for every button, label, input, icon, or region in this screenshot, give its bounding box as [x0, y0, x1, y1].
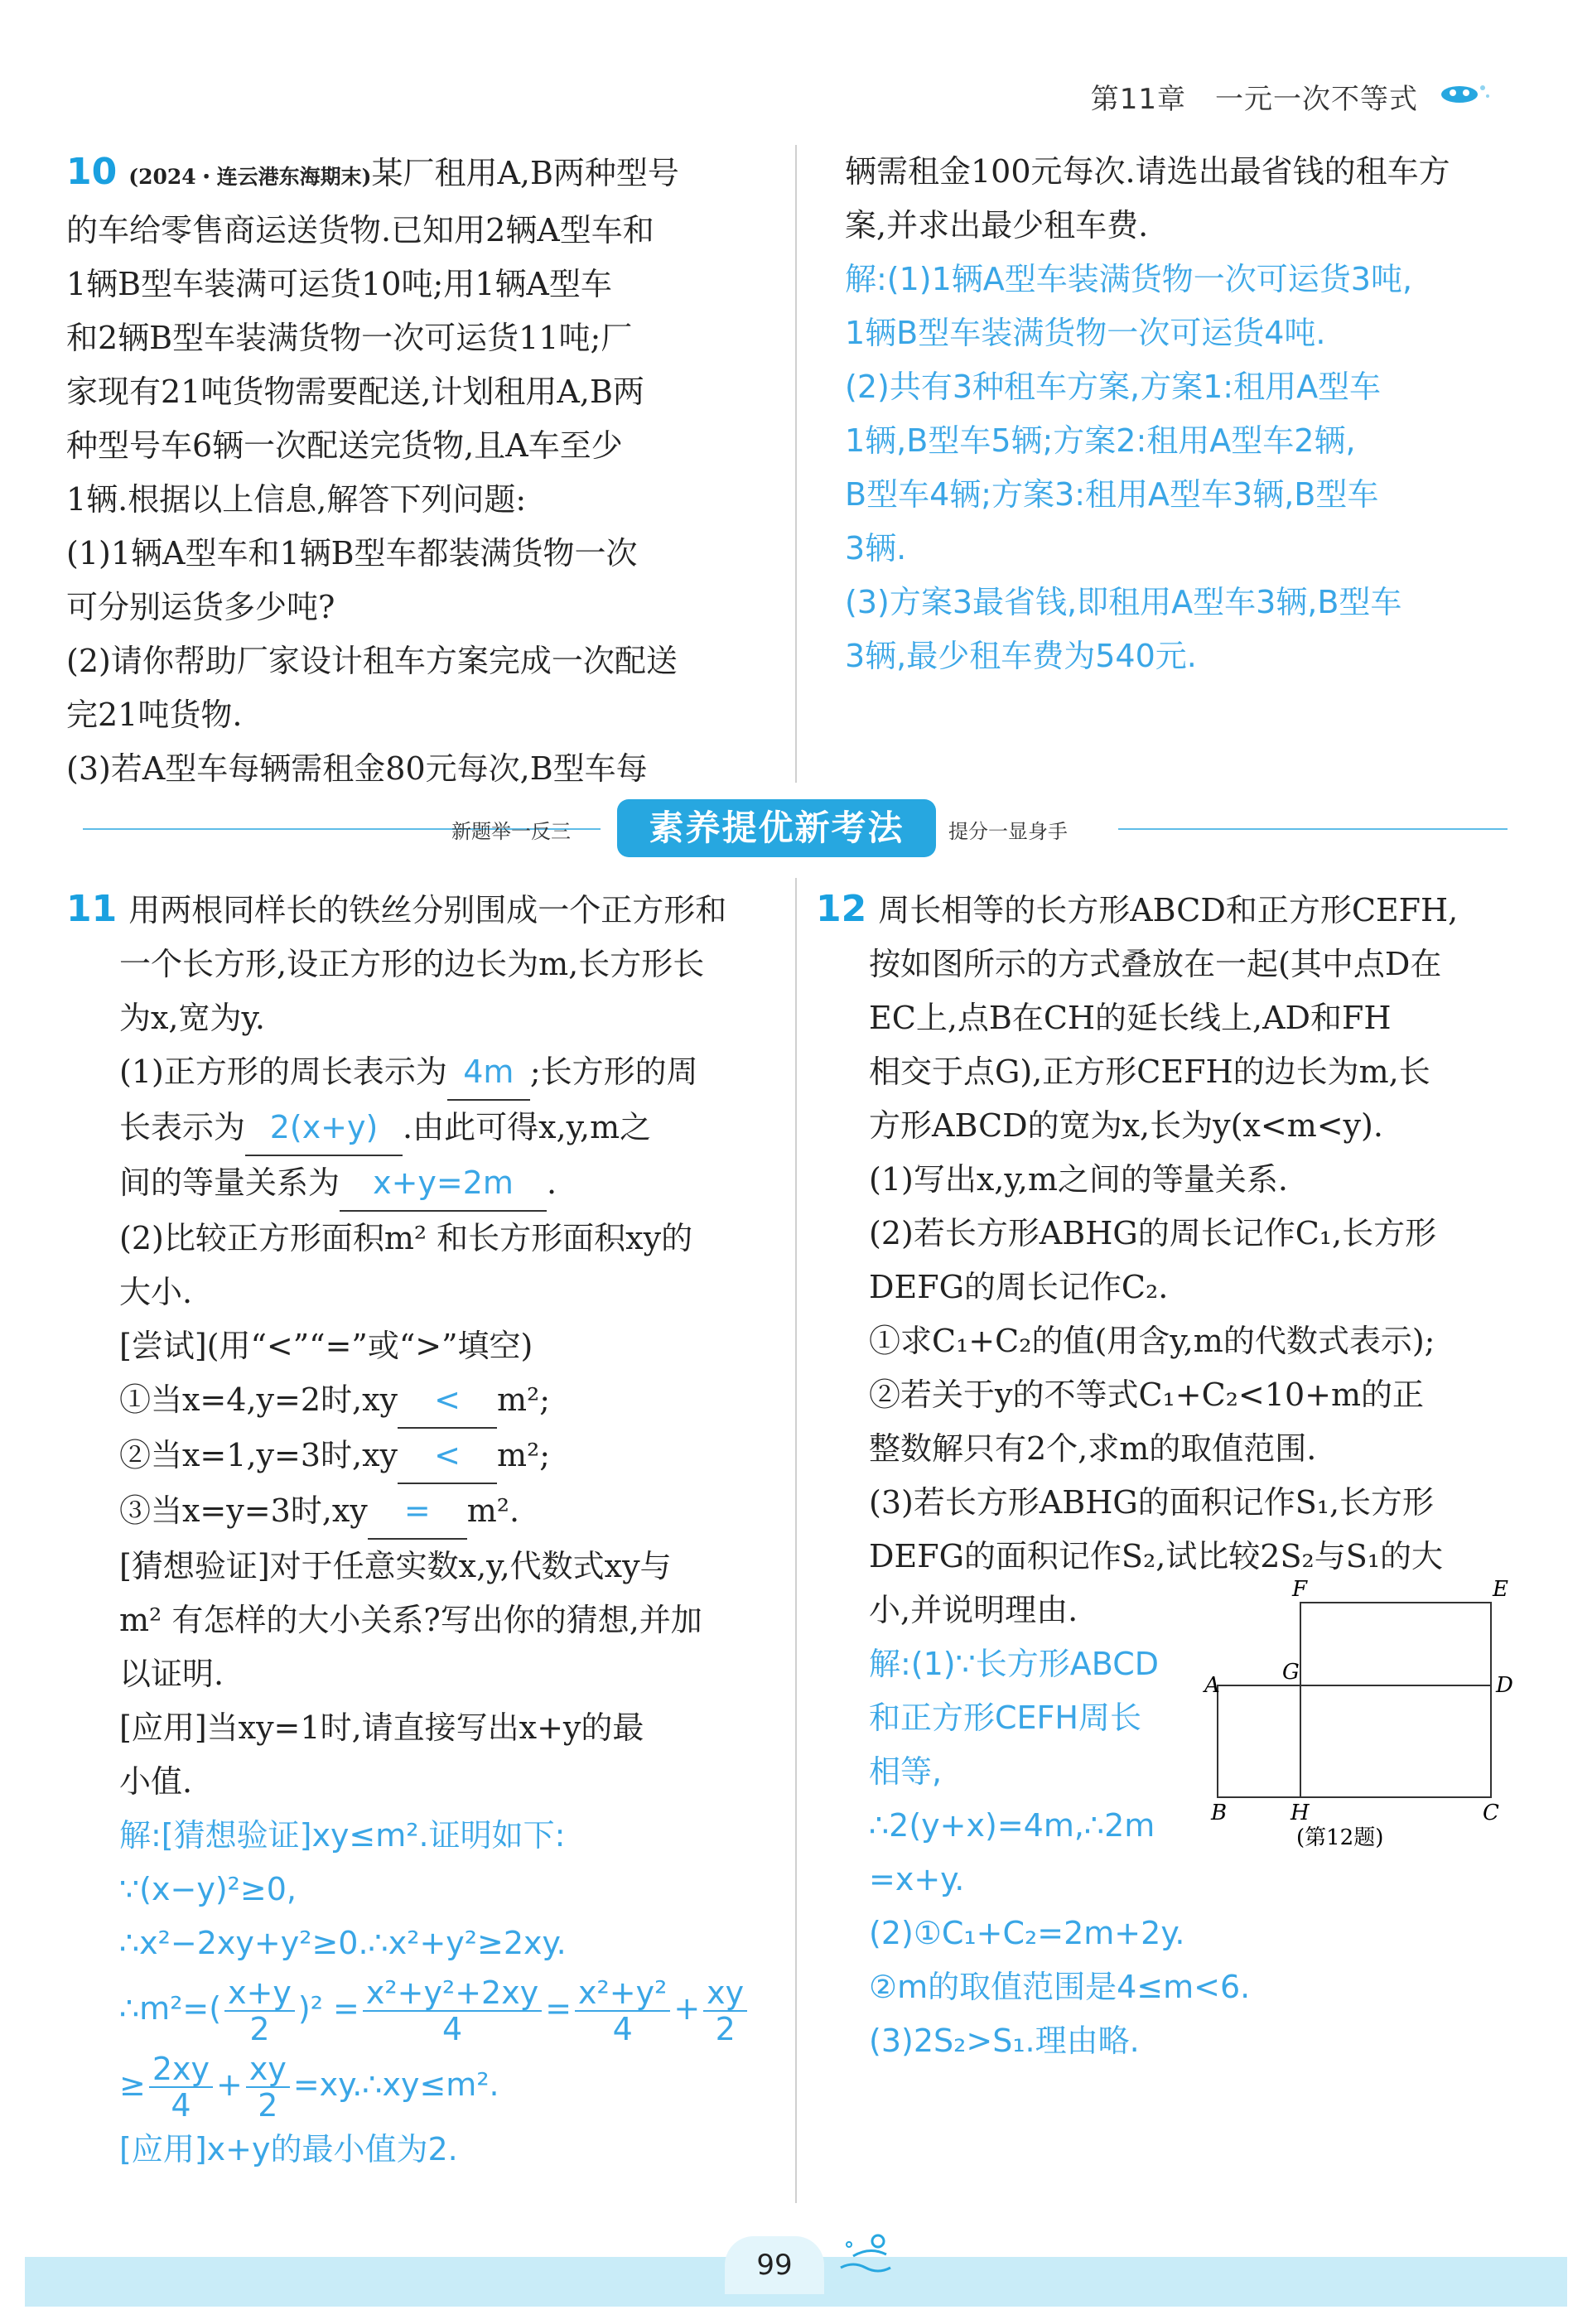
- answer-line: 相等,: [869, 1753, 943, 1790]
- denominator: 4: [441, 2010, 463, 2047]
- answer-line: B型车4辆;方案3:租用A型车3辆,B型车: [845, 476, 1379, 513]
- text-line: ①求C₁+C₂的值(用含y,m的代数式表示);: [869, 1323, 1435, 1359]
- answer-formula-line-2: [66, 2047, 779, 2123]
- answer-line: (3)2S₂>S₁.理由略.: [869, 2023, 1140, 2059]
- text-segment: .: [547, 1164, 557, 1201]
- answer-line: 解:[猜想验证]xy≤m².证明如下:: [119, 1817, 566, 1854]
- page-number: 99: [725, 2236, 824, 2294]
- answer-line: 1辆,B型车5辆;方案2:租用A型车2辆,: [845, 422, 1356, 459]
- text-line: 的车给零售商运送货物.已知用2辆A型车和: [66, 212, 654, 248]
- answer-line: ∵(x−y)²≥0,: [119, 1871, 297, 1907]
- text-line: (3)若长方形ABHG的面积记作S₁,长方形: [869, 1484, 1435, 1521]
- text-segment: ∴m²=(: [119, 1990, 222, 2027]
- answer-line: ∴2(y+x)=4m,∴2m: [869, 1807, 1155, 1844]
- text-line: DEFG的面积记作S₂,试比较2S₂与S₁的大: [869, 1538, 1443, 1574]
- text-line: 某厂租用A,B两种型号: [371, 155, 679, 191]
- chapter-title: 第11章 一元一次不等式: [1090, 83, 1418, 116]
- text-segment: =: [545, 1990, 572, 2027]
- text-line: 以证明.: [119, 1656, 224, 1692]
- figure-caption: (第12题): [1296, 1825, 1384, 1850]
- fraction: [149, 2052, 213, 2123]
- answer-blank: <: [398, 1373, 497, 1429]
- swimmer-icon: [837, 2228, 903, 2278]
- geometry-figure: [1204, 1577, 1516, 1850]
- text-line: 小值.: [119, 1763, 193, 1800]
- denominator: 2: [258, 2086, 278, 2124]
- header-logo-icon: [1435, 76, 1493, 109]
- text-line: 辆需租金100元每次.请选出最省钱的租车方: [845, 153, 1450, 190]
- text-line: (3)若A型车每辆需租金80元每次,B型车每: [66, 750, 648, 787]
- denominator: 2: [715, 2010, 736, 2047]
- text-segment: ①当x=4,y=2时,xy: [119, 1381, 398, 1418]
- answer-blank: <: [398, 1429, 497, 1484]
- answer-line: (2)①C₁+C₂=2m+2y.: [869, 1915, 1185, 1951]
- label-F: F: [1292, 1577, 1308, 1602]
- question-11: [66, 882, 779, 2177]
- text-line: 1辆.根据以上信息,解答下列问题:: [66, 481, 527, 518]
- text-line: (1)1辆A型车和1辆B型车都装满货物一次: [66, 535, 638, 571]
- label-E: E: [1493, 1577, 1508, 1602]
- question-12: [816, 882, 1528, 2068]
- label-H: H: [1290, 1801, 1310, 1825]
- denominator: 2: [249, 2010, 270, 2047]
- answer-blank: 4m: [447, 1045, 530, 1101]
- text-line: m² 有怎样的大小关系?写出你的猜想,并加: [119, 1602, 702, 1638]
- text-line: 相交于点G),正方形CEFH的边长为m,长: [869, 1054, 1430, 1090]
- text-segment: )² =: [297, 1990, 359, 2027]
- text-segment: +: [673, 1990, 701, 2027]
- question-number: 10: [66, 151, 118, 193]
- label-G: G: [1282, 1660, 1300, 1685]
- question-number: 12: [816, 888, 867, 930]
- text-segment: 间的等量关系为: [119, 1164, 340, 1201]
- text-line: (1)写出x,y,m之间的等量关系.: [869, 1161, 1288, 1198]
- text-segment: ③当x=y=3时,xy: [119, 1492, 368, 1529]
- label-C: C: [1483, 1801, 1499, 1825]
- text-line: 案,并求出最少租车费.: [845, 207, 1149, 243]
- text-line: 一个长方形,设正方形的边长为m,长方形长: [119, 946, 705, 982]
- numerator: x+y: [224, 1975, 295, 2012]
- answer-line: 1辆B型车装满货物一次可运货4吨.: [845, 315, 1326, 351]
- fraction: [575, 1975, 670, 2047]
- text-line: 大小.: [119, 1274, 193, 1310]
- label-A: A: [1204, 1673, 1220, 1698]
- answer-line: 3辆.: [845, 530, 907, 567]
- text-line: ②若关于y的不等式C₁+C₂<10+m的正: [869, 1377, 1424, 1413]
- section-banner: 素养提优新考法: [617, 799, 936, 857]
- text-line: (2)若长方形ABHG的周长记作C₁,长方形: [869, 1215, 1437, 1251]
- question-number: 11: [66, 888, 118, 930]
- answer-line: =x+y.: [869, 1861, 965, 1897]
- numerator: x²+y²: [575, 1975, 670, 2012]
- numerator: 2xy: [149, 2052, 213, 2088]
- text-line: 小,并说明理由.: [869, 1592, 1078, 1628]
- text-line: 为x,宽为y.: [119, 1000, 266, 1036]
- try-label: [尝试](用“<”“=”或“>”填空): [119, 1328, 533, 1364]
- column-divider-top: [795, 145, 797, 783]
- text-segment: ;长方形的周: [529, 1054, 698, 1090]
- numerator: x²+y²+2xy: [363, 1975, 542, 2012]
- text-line: EC上,点B在CH的延长线上,AD和FH: [869, 1000, 1392, 1036]
- text-line: [应用]当xy=1时,请直接写出x+y的最: [119, 1709, 644, 1746]
- answer-line: ②m的取值范围是4≤m<6.: [869, 1969, 1251, 2005]
- text-line: (2)比较正方形面积m² 和长方形面积xy的: [119, 1220, 693, 1256]
- text-segment: =xy.∴xy≤m².: [292, 2066, 499, 2103]
- fraction: [246, 2052, 290, 2123]
- text-line: 和2辆B型车装满货物一次可运货11吨;厂: [66, 320, 633, 356]
- text-segment: ②当x=1,y=3时,xy: [119, 1437, 398, 1473]
- answer-line: 3辆,最少租车费为540元.: [845, 638, 1197, 674]
- text-segment: m².: [466, 1492, 520, 1529]
- text-line: 方形ABCD的宽为x,长为y(x<m<y).: [869, 1107, 1383, 1144]
- denominator: 4: [612, 2010, 633, 2047]
- numerator: xy: [246, 2052, 290, 2088]
- column-divider-bottom: [795, 878, 797, 2203]
- numerator: xy: [703, 1975, 747, 2012]
- text-segment: m²;: [497, 1381, 551, 1418]
- text-line: 1辆B型车装满可运货10吨;用1辆A型车: [66, 266, 612, 302]
- text-line: [猜想验证]对于任意实数x,y,代数式xy与: [119, 1548, 672, 1584]
- banner-right-tag: 提分一显身手: [948, 820, 1068, 843]
- denominator: 4: [171, 2086, 191, 2124]
- text-segment: m²;: [497, 1437, 551, 1473]
- text-line: 可分别运货多少吨?: [66, 589, 335, 625]
- text-line: 按如图所示的方式叠放在一起(其中点D在: [869, 946, 1442, 982]
- text-line: (2)请你帮助厂家设计租车方案完成一次配送: [66, 643, 678, 679]
- text-segment: (1)正方形的周长表示为: [119, 1054, 447, 1090]
- answer-line: (3)方案3最省钱,即租用A型车3辆,B型车: [845, 584, 1402, 620]
- answer-line: 和正方形CEFH周长: [869, 1700, 1141, 1736]
- text-line: 用两根同样长的铁丝分别围成一个正方形和: [128, 892, 727, 928]
- fraction: [703, 1975, 747, 2047]
- label-B: B: [1211, 1801, 1228, 1825]
- question-10-continued: [845, 145, 1524, 683]
- question-source: (2024・连云港东海期末): [128, 165, 372, 189]
- fraction: [224, 1975, 295, 2047]
- answer-line: 解:(1)1辆A型车装满货物一次可运货3吨,: [845, 261, 1413, 297]
- label-D: D: [1496, 1673, 1513, 1698]
- text-line: DEFG的周长记作C₂.: [869, 1269, 1169, 1305]
- answer-formula-line-1: [66, 1970, 779, 2047]
- answer-blank: x+y=2m: [340, 1156, 547, 1212]
- answer-line: (2)共有3种租车方案,方案1:租用A型车: [845, 369, 1382, 405]
- text-segment: +: [216, 2066, 243, 2103]
- answer-line: 解:(1)∵长方形ABCD: [869, 1646, 1159, 1682]
- text-segment: 长表示为: [119, 1109, 246, 1145]
- text-segment: .由此可得x,y,m之: [403, 1109, 652, 1145]
- text-line: 家现有21吨货物需要配送,计划租用A,B两: [66, 374, 644, 410]
- text-segment: ≥: [119, 2066, 146, 2103]
- text-line: 周长相等的长方形ABCD和正方形CEFH,: [878, 892, 1459, 928]
- text-line: 整数解只有2个,求m的取值范围.: [869, 1430, 1317, 1467]
- answer-line: ∴x²−2xy+y²≥0.∴x²+y²≥2xy.: [119, 1925, 567, 1961]
- question-10: [66, 145, 779, 796]
- banner-line-right: [1118, 828, 1508, 830]
- answer-blank: 2(x+y): [245, 1101, 403, 1156]
- text-line: 完21吨货物.: [66, 697, 243, 733]
- answer-line: [应用]x+y的最小值为2.: [119, 2131, 458, 2167]
- answer-blank: =: [368, 1484, 467, 1540]
- fraction: [363, 1975, 542, 2047]
- banner-left-tag: 新题举一反三: [451, 820, 571, 843]
- text-line: 种型号车6辆一次配送完货物,且A车至少: [66, 427, 623, 464]
